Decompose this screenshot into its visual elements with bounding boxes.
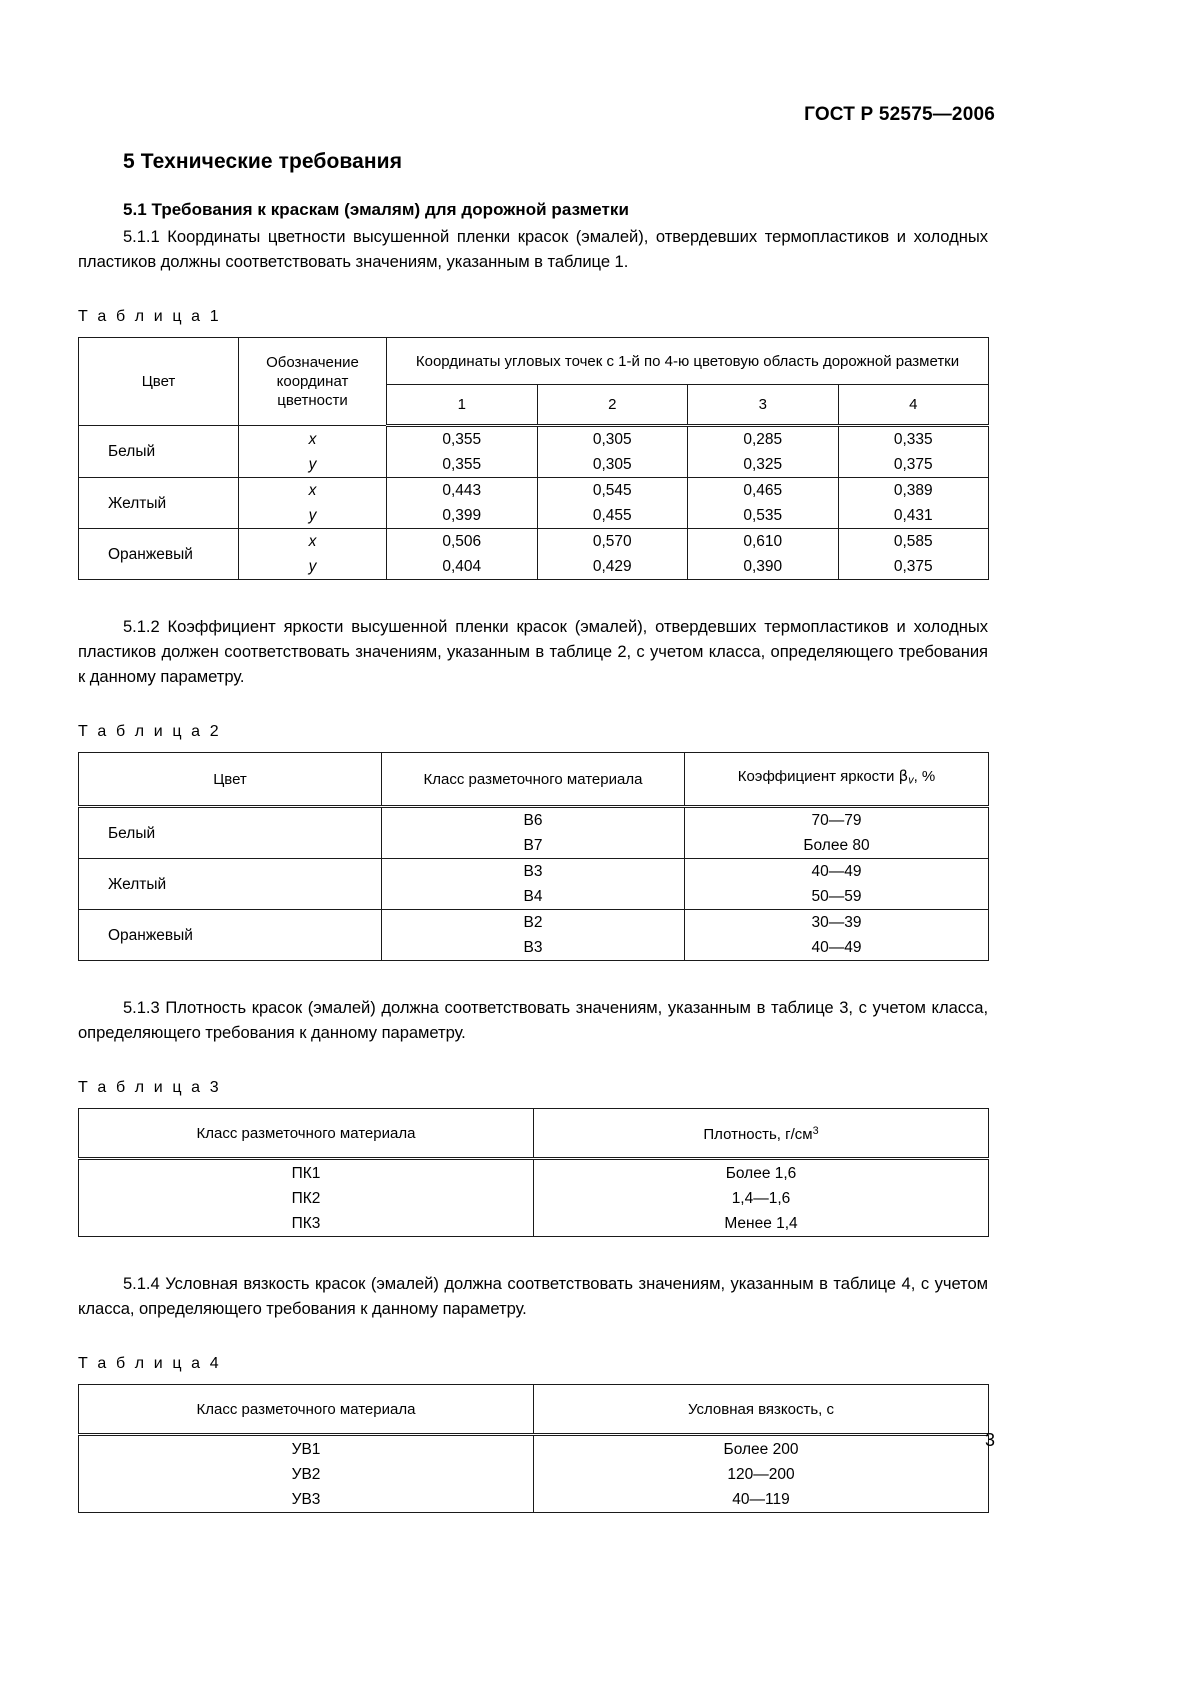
class-value: В6 bbox=[523, 812, 543, 829]
table-luminance-factor bbox=[78, 752, 989, 961]
coefficient-value: 50—59 bbox=[811, 888, 862, 905]
density-label: Плотность, г/см bbox=[703, 1125, 813, 1143]
coefficient-value: Более 80 bbox=[803, 837, 870, 854]
class-value: УВ1 bbox=[291, 1440, 321, 1458]
value-y: 0,431 bbox=[893, 507, 933, 524]
table-1-caption-number: 1 bbox=[209, 308, 219, 325]
value-x: 0,355 bbox=[442, 431, 482, 448]
table-1-header-point-2: 2 bbox=[537, 385, 688, 426]
table-4-header-viscosity: Условная вязкость, с bbox=[534, 1385, 989, 1435]
table-row bbox=[79, 807, 989, 859]
table-1-row-1-point-4 bbox=[838, 478, 989, 529]
value-x: 0,465 bbox=[743, 482, 783, 499]
running-head-standard-ref: ГОСТ Р 52575—2006 bbox=[804, 104, 995, 125]
table-4-caption bbox=[78, 1355, 988, 1373]
class-value: УВ2 bbox=[291, 1465, 321, 1483]
value-y: 0,390 bbox=[743, 558, 783, 575]
table-1-row-0-point-1 bbox=[387, 426, 538, 478]
table-2-caption bbox=[78, 723, 988, 741]
value-y: 0,429 bbox=[592, 558, 632, 575]
symbol-y: y bbox=[308, 455, 317, 473]
table-1-row-0-point-2 bbox=[537, 426, 688, 478]
viscosity-value: Более 200 bbox=[723, 1440, 799, 1458]
beta-symbol: β bbox=[898, 767, 909, 786]
table-3-header-class: Класс разметочного материала bbox=[79, 1109, 534, 1159]
table-1-row-2-point-2 bbox=[537, 529, 688, 580]
table-1-header-point-1: 1 bbox=[387, 385, 538, 426]
viscosity-value: 120—200 bbox=[727, 1465, 795, 1483]
coefficient-value: 30—39 bbox=[811, 914, 862, 931]
table-density bbox=[78, 1108, 989, 1237]
class-value: В2 bbox=[523, 914, 543, 931]
class-value: ПК3 bbox=[291, 1214, 321, 1232]
designation-line-2: координат bbox=[276, 373, 349, 390]
table-1-row-1-color: Желтый bbox=[79, 478, 239, 529]
table-1-row-0-point-4 bbox=[838, 426, 989, 478]
paragraph-5-1-4: 5.1.4 Условная вязкость красок (эмалей) должна соответствовать значениям, указанным в таблице 4, с учетом класса, определяющего требования к данному параметру. bbox=[78, 1274, 988, 1318]
paragraph-5-1-1: 5.1.1 Координаты цветности высушенной пленки красок (эмалей), отвердевших термопластиков и холодных пластиков должны соответствовать значениям, указанным в таблице 1. bbox=[78, 227, 988, 271]
table-3-caption-number: 3 bbox=[209, 1079, 219, 1096]
table-1-header-point-3: 3 bbox=[688, 385, 839, 426]
table-2-row-1-color: Желтый bbox=[79, 859, 382, 910]
coefficient-label-suffix: , % bbox=[913, 768, 936, 786]
table-1-row-1-point-2 bbox=[537, 478, 688, 529]
table-row bbox=[79, 1435, 989, 1513]
density-value: 1,4—1,6 bbox=[731, 1189, 791, 1207]
table-row bbox=[79, 859, 989, 910]
value-y: 0,535 bbox=[743, 507, 783, 524]
table-viscosity bbox=[78, 1384, 989, 1513]
coefficient-value: 40—49 bbox=[811, 863, 862, 880]
table-2-row-1-values bbox=[685, 859, 989, 910]
symbol-y: y bbox=[308, 558, 317, 575]
table-1-row-2-symbols bbox=[239, 529, 387, 580]
table-2-row-0-color: Белый bbox=[79, 807, 382, 859]
value-y: 0,404 bbox=[442, 558, 482, 575]
class-value: ПК1 bbox=[291, 1164, 321, 1182]
table-coordinates bbox=[78, 337, 989, 580]
table-3-classes bbox=[79, 1159, 534, 1237]
table-1-header-color: Цвет bbox=[79, 338, 239, 426]
value-x: 0,610 bbox=[743, 533, 783, 550]
table-1-row-2-color: Оранжевый bbox=[79, 529, 239, 580]
table-2-row-2-values bbox=[685, 910, 989, 961]
table-2-caption-number: 2 bbox=[209, 723, 219, 740]
class-value: В3 bbox=[523, 939, 543, 956]
page-number: 3 bbox=[984, 1430, 995, 1450]
value-x: 0,443 bbox=[442, 482, 482, 499]
table-1-caption-label: Т а б л и ц а bbox=[78, 308, 203, 325]
table-row bbox=[79, 529, 989, 580]
density-value: Более 1,6 bbox=[725, 1164, 797, 1182]
coefficient-value: 70—79 bbox=[811, 812, 862, 829]
table-3-header-density bbox=[534, 1109, 989, 1159]
symbol-x: x bbox=[308, 430, 317, 448]
value-x: 0,506 bbox=[442, 533, 482, 550]
value-y: 0,455 bbox=[592, 507, 632, 524]
subsection-heading: 5.1 Требования к краскам (эмалям) для дорожной разметки bbox=[123, 200, 629, 219]
table-2-header-color: Цвет bbox=[79, 753, 382, 807]
designation-line-1: Обозначение bbox=[266, 354, 359, 371]
symbol-x: x bbox=[308, 533, 317, 550]
table-1-row-2-point-1 bbox=[387, 529, 538, 580]
table-4-caption-number: 4 bbox=[209, 1355, 219, 1372]
value-x: 0,570 bbox=[592, 533, 632, 550]
table-1-caption bbox=[78, 308, 988, 326]
table-row bbox=[79, 478, 989, 529]
table-2-header-coefficient bbox=[685, 753, 989, 807]
density-value: Менее 1,4 bbox=[724, 1214, 798, 1232]
coefficient-label-prefix: Коэффициент яркости bbox=[737, 768, 899, 786]
class-value: ПК2 bbox=[291, 1189, 321, 1207]
coefficient-subscript: v bbox=[908, 774, 914, 787]
table-1-row-1-symbols bbox=[239, 478, 387, 529]
value-y: 0,375 bbox=[893, 456, 933, 473]
table-1-header-designation bbox=[239, 338, 387, 426]
table-4-values bbox=[534, 1435, 989, 1513]
class-value: В4 bbox=[523, 888, 543, 905]
value-y: 0,375 bbox=[893, 558, 933, 575]
value-y: 0,399 bbox=[442, 507, 482, 524]
table-1-row-0-point-3 bbox=[688, 426, 839, 478]
table-4-caption-label: Т а б л и ц а bbox=[78, 1355, 203, 1372]
value-x: 0,285 bbox=[743, 431, 783, 448]
value-y: 0,355 bbox=[442, 456, 482, 473]
table-1-row-0-symbols bbox=[239, 426, 387, 478]
table-row bbox=[79, 426, 989, 478]
table-2-header-class: Класс разметочного материала bbox=[382, 753, 685, 807]
table-1-row-0-color: Белый bbox=[79, 426, 239, 478]
value-y: 0,325 bbox=[743, 456, 783, 473]
table-2-row-0-classes bbox=[382, 807, 685, 859]
table-1-row-1-point-1 bbox=[387, 478, 538, 529]
value-x: 0,545 bbox=[592, 482, 632, 499]
value-y: 0,305 bbox=[592, 456, 632, 473]
value-x: 0,389 bbox=[893, 482, 933, 499]
table-1-row-1-point-3 bbox=[688, 478, 839, 529]
symbol-y: y bbox=[308, 507, 317, 524]
table-1-row-2-point-3 bbox=[688, 529, 839, 580]
page-content bbox=[78, 150, 988, 1513]
table-2-row-2-color: Оранжевый bbox=[79, 910, 382, 961]
paragraph-5-1-3: 5.1.3 Плотность красок (эмалей) должна соответствовать значениям, указанным в таблице 3, с учетом класса, определяющего требования к данному параметру. bbox=[78, 998, 988, 1042]
symbol-x: x bbox=[308, 482, 317, 499]
table-2-row-2-classes bbox=[382, 910, 685, 961]
table-2-caption-label: Т а б л и ц а bbox=[78, 723, 203, 740]
table-2-row-1-classes bbox=[382, 859, 685, 910]
viscosity-value: 40—119 bbox=[732, 1490, 790, 1508]
table-row bbox=[79, 1159, 989, 1237]
table-4-header-class: Класс разметочного материала bbox=[79, 1385, 534, 1435]
value-x: 0,335 bbox=[893, 431, 933, 448]
table-3-caption-label: Т а б л и ц а bbox=[78, 1079, 203, 1096]
coefficient-value: 40—49 bbox=[811, 939, 862, 956]
table-4-classes bbox=[79, 1435, 534, 1513]
value-x: 0,585 bbox=[893, 533, 933, 550]
table-1-header-point-4: 4 bbox=[838, 385, 989, 426]
class-value: В3 bbox=[523, 863, 543, 880]
table-3-values bbox=[534, 1159, 989, 1237]
class-value: УВ3 bbox=[291, 1490, 321, 1508]
paragraph-5-1-2: 5.1.2 Коэффициент яркости высушенной пленки красок (эмалей), отвердевших термопластиков и холодных пластиков должен соответствовать значениям, указанным в таблице 2, с учетом класса, определяющего требования к данному параметру. bbox=[78, 617, 988, 686]
value-x: 0,305 bbox=[592, 431, 632, 448]
density-exponent: 3 bbox=[812, 1125, 819, 1138]
table-row bbox=[79, 910, 989, 961]
table-1-row-2-point-4 bbox=[838, 529, 989, 580]
section-heading: 5 Технические требования bbox=[123, 150, 403, 173]
table-3-caption bbox=[78, 1079, 988, 1097]
table-1-header-group: Координаты угловых точек с 1-й по 4-ю цветовую область дорожной разметки bbox=[387, 338, 989, 385]
table-2-row-0-values bbox=[685, 807, 989, 859]
class-value: В7 bbox=[523, 837, 543, 854]
designation-line-3: цветности bbox=[277, 392, 348, 409]
